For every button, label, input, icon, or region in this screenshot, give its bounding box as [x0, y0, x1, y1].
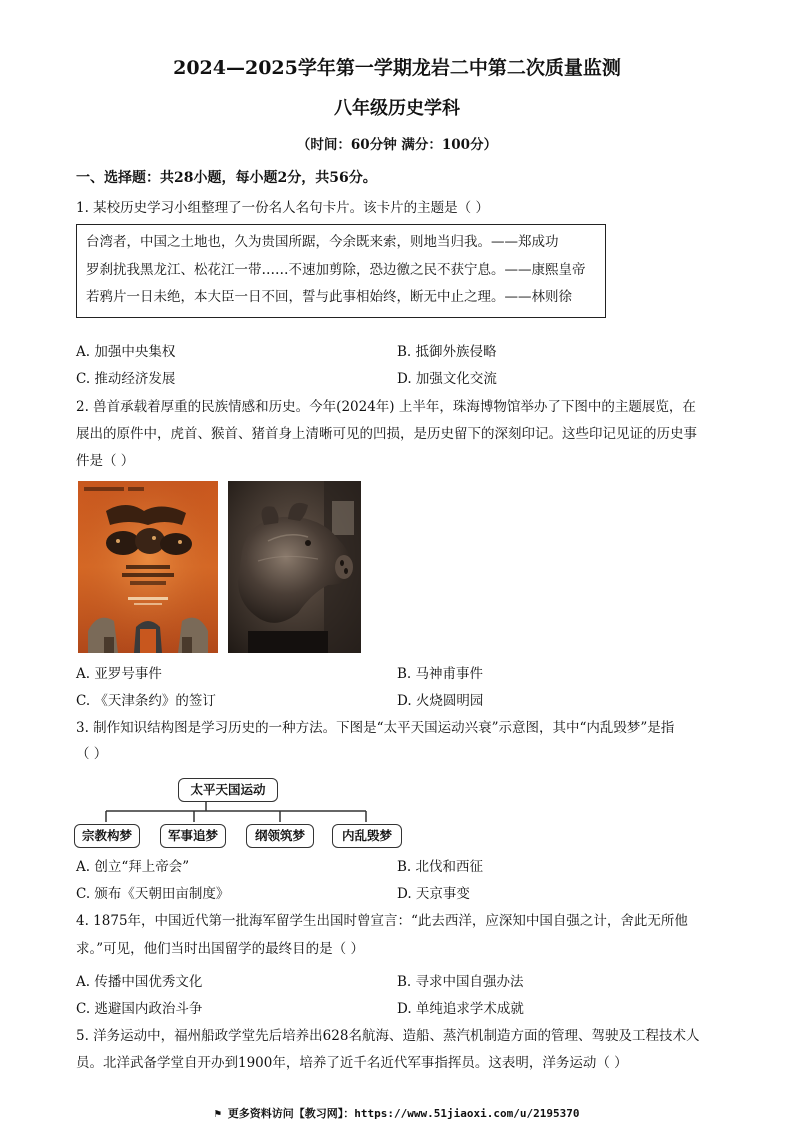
q1-option-c[interactable]: C. 推动经济发展: [76, 371, 176, 387]
question-4-line: 4. 1875年，中国近代第一批海军留学生出国时曾宣言：“此去西洋，应深知中国自强之计，舍此无所他: [76, 913, 688, 929]
diagram-node: 内乱毁梦: [332, 824, 402, 848]
q1-option-a[interactable]: A. 加强中央集权: [76, 344, 176, 360]
q4-option-a[interactable]: A. 传播中国优秀文化: [76, 974, 203, 990]
question-4-line: 求。”可见，他们当时出国留学的最终目的是（ ）: [76, 941, 364, 957]
question-2-line: 2. 兽首承载着厚重的民族情感和历史。今年(2024年) 上半年，珠海博物馆举办了下图中的主题展览，在: [76, 399, 696, 415]
quote-card: [76, 224, 606, 318]
exam-title: 2024—2025学年第一学期龙岩二中第二次质量监测: [173, 57, 621, 79]
footer: [0, 1107, 794, 1120]
question-5-line: 员。北洋武备学堂自开办到1900年，培养了近千名近代军事指挥员。这表明，洋务运动（ ）: [76, 1055, 628, 1071]
exam-subtitle: 八年级历史学科: [334, 98, 460, 119]
diagram-root: 太平天国运动: [178, 778, 278, 802]
exhibition-poster-image: [78, 481, 218, 653]
bronze-head-photo: [228, 481, 361, 653]
q2-option-b[interactable]: B. 马神甫事件: [397, 666, 484, 682]
quote-line: 台湾者，中国之土地也，久为贵国所踞，今余既来索，则地当归我。——郑成功: [86, 234, 559, 250]
quote-line: 若鸦片一日未绝，本大臣一日不回，誓与此事相始终，断无中止之理。——林则徐: [86, 289, 572, 305]
quote-line: 罗刹扰我黑龙江、松花江一带……不速加剪除，恐边徼之民不获宁息。——康熙皇帝: [86, 262, 586, 278]
q4-option-d[interactable]: D. 单纯追求学术成就: [397, 1001, 524, 1017]
q4-option-b[interactable]: B. 寻求中国自强办法: [397, 974, 524, 990]
q3-option-d[interactable]: D. 天京事变: [397, 886, 470, 902]
question-2-line: 展出的原件中，虎首、猴首、猪首身上清晰可见的凹损，是历史留下的深刻印记。这些印记见证的历史事: [76, 426, 697, 442]
question-3-line: 3. 制作知识结构图是学习历史的一种方法。下图是“太平天国运动兴衰”示意图，其中“内乱毁梦”是指: [76, 720, 675, 736]
q2-option-d[interactable]: D. 火烧圆明园: [397, 693, 484, 709]
exam-time-info: （时间：60分钟 满分：100分）: [296, 137, 498, 153]
question-2-line: 件是（ ）: [76, 453, 135, 469]
q2-option-a[interactable]: A. 亚罗号事件: [76, 666, 162, 682]
flag-icon: ⚑: [214, 1107, 222, 1120]
question-5-line: 5. 洋务运动中，福州船政学堂先后培养出628名航海、造船、蒸汽机制造方面的管理、驾驶及工程技术人: [76, 1028, 700, 1044]
q3-option-b[interactable]: B. 北伐和西征: [397, 859, 484, 875]
q2-option-c[interactable]: C. 《天津条约》的签订: [76, 693, 216, 709]
footer-link[interactable]: 更多资料访问【教习网】：https://www.51jiaoxi.com/u/2195370: [227, 1107, 580, 1120]
section-heading: 一、选择题：共28小题，每小题2分，共56分。: [76, 170, 377, 186]
diagram-node: 纲领筑梦: [246, 824, 314, 848]
q3-option-a[interactable]: A. 创立“拜上帝会”: [76, 859, 190, 875]
q3-option-c[interactable]: C. 颁布《天朝田亩制度》: [76, 886, 230, 902]
question-1-stem: 1. 某校历史学习小组整理了一份名人名句卡片。该卡片的主题是（ ）: [76, 200, 489, 216]
diagram-node: 宗教构梦: [74, 824, 140, 848]
q1-option-b[interactable]: B. 抵御外族侵略: [397, 344, 497, 360]
question-3-line: （ ）: [76, 746, 108, 762]
q1-option-d[interactable]: D. 加强文化交流: [397, 371, 497, 387]
diagram-node: 军事追梦: [160, 824, 226, 848]
q4-option-c[interactable]: C. 逃避国内政治斗争: [76, 1001, 203, 1017]
